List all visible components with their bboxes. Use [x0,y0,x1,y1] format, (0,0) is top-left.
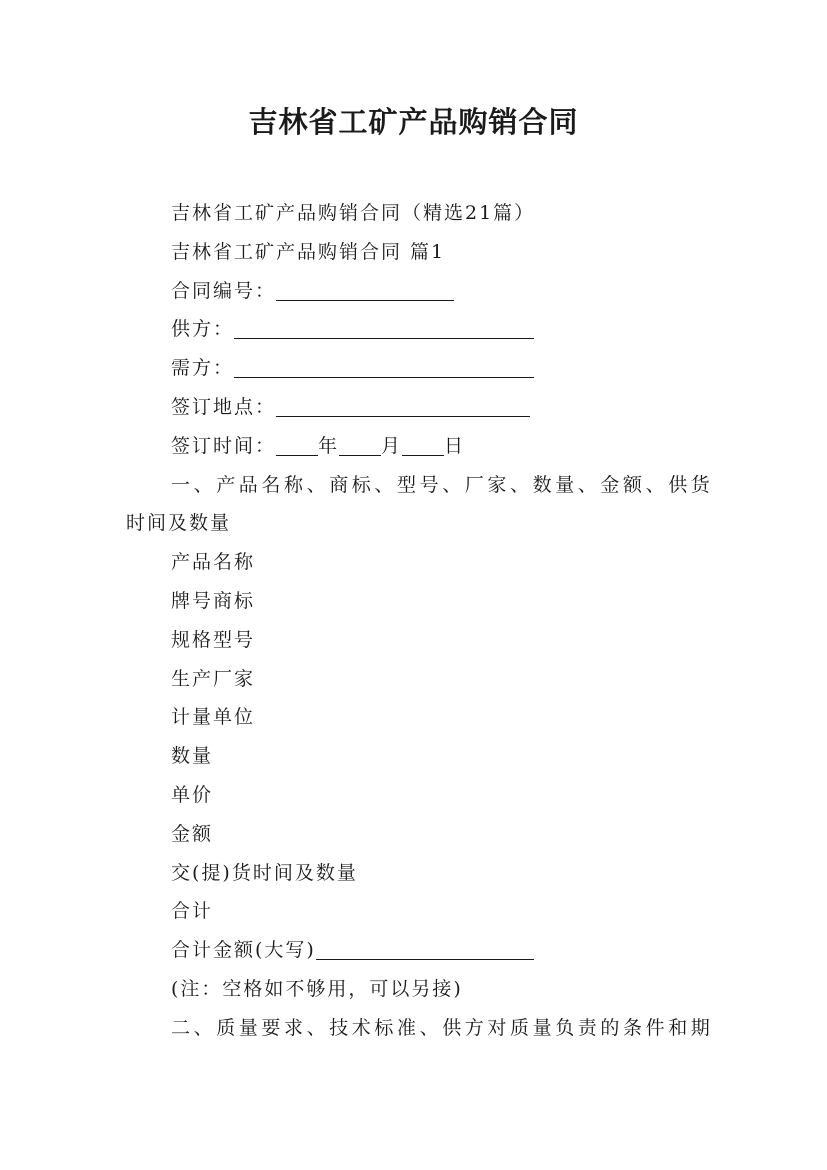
sign-time-row [126,427,706,466]
year-blank [276,431,318,456]
total-amount-label: 合计金额(大写) [171,939,316,962]
clause-2-line-1: 二、质量要求、技术标准、供方对质量负责的条件和期 [171,1016,714,1039]
item-amount: 金额 [171,822,214,845]
supplier-row [126,310,706,349]
year-label: 年 [318,434,340,457]
item-spec-model: 规格型号 [171,628,256,651]
month-blank [339,431,381,456]
item-delivery: 交(提)货时间及数量 [171,861,358,884]
total-amount-row [126,931,706,970]
clause-1-line-2: 时间及数量 [126,512,232,535]
item-brand: 牌号商标 [171,589,256,612]
section-heading: 吉林省工矿产品购销合同 篇1 [171,240,446,263]
sign-place-blank [276,392,530,417]
buyer-blank [234,353,534,378]
contract-number-row [126,272,706,311]
item-product-name: 产品名称 [171,551,256,574]
item-unit-price: 单价 [171,783,214,806]
contract-number-blank [276,276,454,301]
note-text: (注：空格如不够用，可以另接) [171,977,463,1000]
document-subtitle: 吉林省工矿产品购销合同（精选21篇） [171,202,536,224]
buyer-row [126,349,706,388]
contract-number-label: 合同编号： [171,279,277,302]
clause-1-line-1: 一、产品名称、商标、型号、厂家、数量、金额、供货 [171,473,714,496]
buyer-label: 需方： [171,357,235,380]
document-title: 吉林省工矿产品购销合同 [248,105,579,139]
supplier-blank [234,314,534,339]
total-amount-blank [316,935,534,960]
document-body [126,194,714,1048]
item-total: 合计 [171,900,214,923]
sign-time-label: 签订时间： [171,434,277,457]
sign-place-row [126,388,706,427]
item-quantity: 数量 [171,745,214,768]
item-manufacturer: 生产厂家 [171,667,256,690]
day-blank [402,431,444,456]
sign-place-label: 签订地点： [171,395,277,418]
month-label: 月 [381,434,403,457]
supplier-label: 供方： [171,318,235,341]
item-unit: 计量单位 [171,706,256,729]
day-label: 日 [444,434,466,457]
